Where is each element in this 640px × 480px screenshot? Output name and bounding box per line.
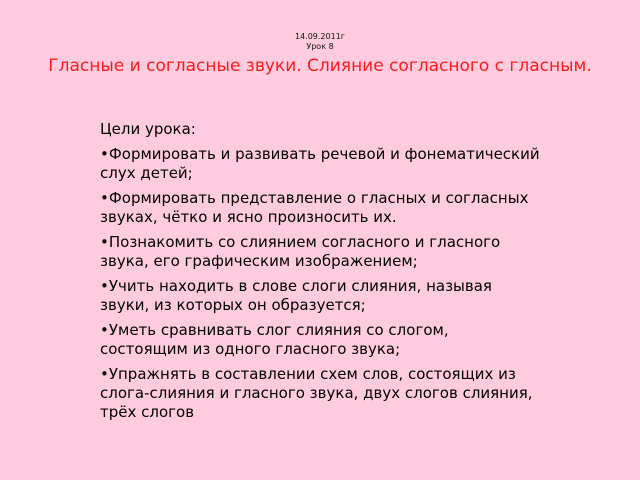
goal-item (100, 233, 540, 271)
goal-item (100, 365, 540, 422)
bullet: • (100, 365, 109, 383)
goal-text: Формировать представление о гласных и согласных звуках, чётко и ясно произносить их. (100, 189, 529, 226)
lesson-number: Урок 8 (306, 42, 334, 51)
goal-item (100, 321, 540, 359)
goal-text: Формировать и развивать речевой и фонематический слух детей; (100, 145, 540, 182)
lesson-date: 14.09.2011г (294, 32, 345, 41)
goals-heading: Цели урока: (100, 120, 196, 138)
goal-text: Уметь сравнивать слог слияния со слогом, состоящим из одного гласного звука; (100, 321, 449, 358)
slide-meta (0, 32, 640, 52)
goal-item (100, 277, 540, 315)
goal-item (100, 145, 540, 183)
bullet: • (100, 233, 109, 251)
goal-item (100, 189, 540, 227)
bullet: • (100, 321, 109, 339)
bullet: • (100, 277, 109, 295)
goal-text: Упражнять в составлении схем слов, состоящих из слога-слияния и гласного звука, двух слогов слияния, трёх слогов (100, 365, 533, 421)
bullet: • (100, 189, 109, 207)
slide-title: Гласные и согласные звуки. Слияние согласного с гласным. (48, 56, 592, 76)
slide-content (100, 120, 540, 428)
goal-text: Познакомить со слиянием согласного и гласного звука, его графическим изображением; (100, 233, 501, 270)
bullet: • (100, 145, 109, 163)
goal-text: Учить находить в слове слоги слияния, называя звуки, из которых он образуется; (100, 277, 492, 314)
goals-list (100, 145, 540, 422)
